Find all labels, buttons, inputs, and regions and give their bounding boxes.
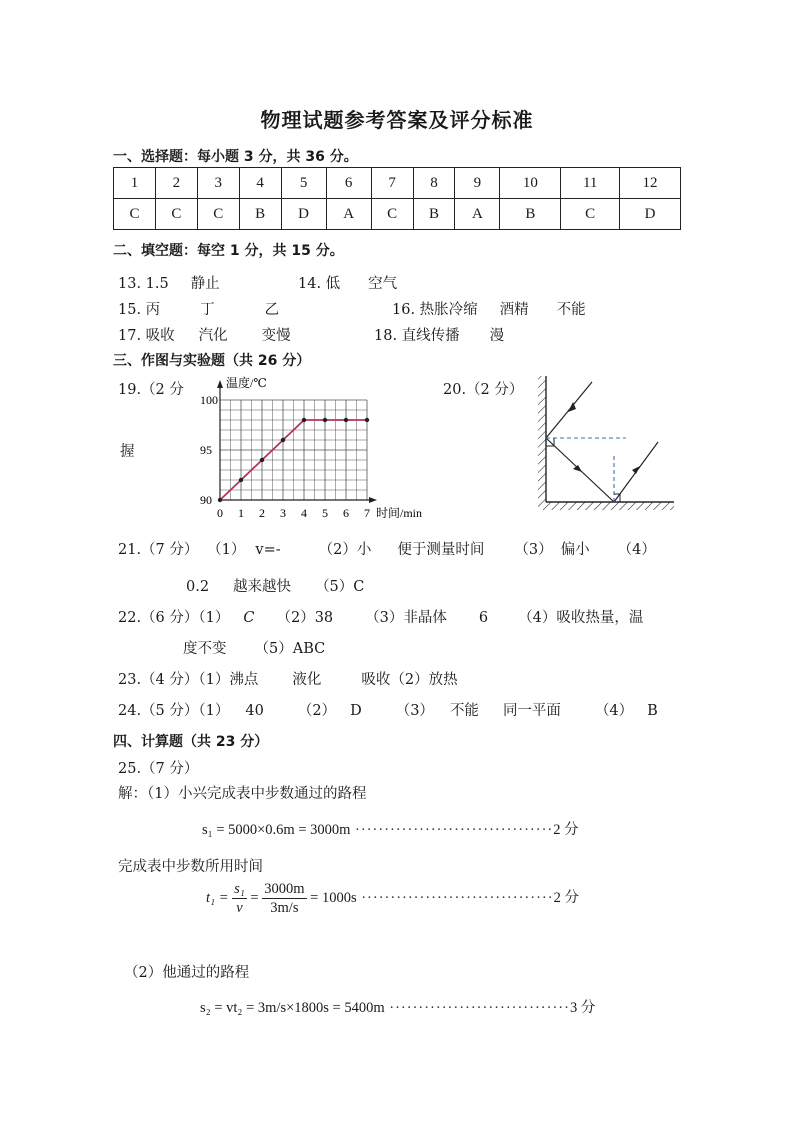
answer-table-number-row xyxy=(114,168,681,199)
vertical-mirror-hatching xyxy=(538,376,546,502)
question-number-cell: 11 xyxy=(561,168,620,199)
answer-cell: B xyxy=(239,199,281,230)
answer-cell: D xyxy=(620,199,681,230)
answer-cell: B xyxy=(413,199,455,230)
q24-answer: 24.（5 分）（1） 40 （2） D （3） 不能 同一平面 （4） B xyxy=(118,703,658,719)
x-tick-label: 1 xyxy=(238,506,244,520)
q19-label: 19.（2 分 xyxy=(118,382,184,398)
section-1-heading: 一、选择题：每小题 3 分，共 36 分。 xyxy=(113,149,358,165)
q21-line2: 0.2 越来越快 （5）C xyxy=(186,579,365,595)
q25-label: 25.（7 分） xyxy=(118,761,199,777)
answer-cell: A xyxy=(455,199,500,230)
x-tick-label: 0 xyxy=(217,506,223,520)
data-point xyxy=(281,438,285,442)
question-number-cell: 10 xyxy=(500,168,561,199)
x-tick-label: 7 xyxy=(364,506,370,520)
data-point xyxy=(239,478,243,482)
y-tick-label: 100 xyxy=(200,393,218,407)
horizontal-mirror-hatching xyxy=(538,502,674,510)
q20-label: 20.（2 分） xyxy=(443,382,524,398)
answer-table-answer-row xyxy=(114,199,681,230)
section-4-heading: 四、计算题（共 23 分） xyxy=(113,734,269,750)
question-number-cell: 9 xyxy=(455,168,500,199)
section-2-heading: 二、填空题：每空 1 分，共 15 分。 xyxy=(113,243,344,259)
q23-answer: 23.（4 分）（1）沸点 液化 吸收（2）放热 xyxy=(118,672,458,688)
data-point xyxy=(344,418,348,422)
data-point xyxy=(218,498,222,502)
q22-line1: 22.（6 分）（1） C （2）38 （3）非晶体 6 （4）吸收热量，温 xyxy=(118,610,644,626)
equation-2: t₁ = $\frac{\text{s₁}}{v}$ = $\frac{3000m}{3m/s}$ = 1000s ·································2 分 xyxy=(206,881,579,916)
question-number-cell: 7 xyxy=(371,168,413,199)
q16-answer: 16. 热胀冷缩 酒精 不能 xyxy=(392,302,586,318)
y-axis-arrow-icon xyxy=(217,380,223,388)
answer-cell: D xyxy=(281,199,326,230)
question-number-cell: 4 xyxy=(239,168,281,199)
page-title: 物理试题参考答案及评分标准 xyxy=(260,108,534,132)
question-number-cell: 12 xyxy=(620,168,681,199)
second-reflected-ray-arrow-icon xyxy=(632,466,640,474)
data-point xyxy=(260,458,264,462)
answer-cell: A xyxy=(326,199,371,230)
answer-table xyxy=(113,167,681,230)
answer-cell: C xyxy=(197,199,239,230)
q21-line1: 21.（7 分） （1） v=- （2）小 便于测量时间 （3） 偏小 （4） xyxy=(118,542,656,558)
q22-line2: 度不变 （5）ABC xyxy=(183,641,326,657)
time-label: 完成表中步数所用时间 xyxy=(118,859,263,875)
x-tick-label: 5 xyxy=(322,506,328,520)
y-tick-label: 90 xyxy=(200,493,212,507)
q25-solution-intro: 解：（1）小兴完成表中步数通过的路程 xyxy=(118,786,367,802)
y-tick-label: 95 xyxy=(200,443,212,457)
temperature-time-chart xyxy=(190,374,440,524)
first-reflected-ray-arrow-icon xyxy=(573,465,582,472)
part-2-label: （2）他通过的路程 xyxy=(124,965,250,981)
x-tick-label: 4 xyxy=(301,506,307,520)
x-axis-label: 时间/min xyxy=(376,506,423,520)
equation-1: s₁ = 5000×0.6m = 3000m ··································2 分 xyxy=(202,822,579,838)
section-3-heading: 三、作图与实验题（共 26 分） xyxy=(113,353,311,369)
y-axis-label: 温度/℃ xyxy=(226,376,267,390)
answer-cell: C xyxy=(561,199,620,230)
answer-cell: C xyxy=(114,199,156,230)
fraction-3000m-over-3ms: $\frac{3000m}{3m/s}$ xyxy=(264,881,305,916)
data-point xyxy=(365,418,369,422)
data-point xyxy=(323,418,327,422)
data-point xyxy=(302,418,306,422)
x-tick-label: 6 xyxy=(343,506,349,520)
x-axis-arrow-icon xyxy=(369,497,377,503)
q18-answer: 18. 直线传播 漫 xyxy=(374,328,505,344)
fraction-s1-over-v: $\frac{\text{s₁}}{v}$ xyxy=(234,881,245,916)
q13-answer: 13. 1.5 静止 xyxy=(118,276,220,292)
reflection-diagram xyxy=(528,372,678,524)
question-number-cell: 6 xyxy=(326,168,371,199)
question-number-cell: 2 xyxy=(155,168,197,199)
question-number-cell: 1 xyxy=(114,168,156,199)
q19-side-text: 握 xyxy=(120,444,135,460)
answer-cell: C xyxy=(155,199,197,230)
q15-answer: 15. 丙 丁 乙 xyxy=(118,302,280,318)
x-tick-label: 2 xyxy=(259,506,265,520)
answer-cell: B xyxy=(500,199,561,230)
equation-3: s₂ = vt₂ = 3m/s×1800s = 5400m ·······························3 分 xyxy=(200,1000,596,1016)
q17-answer: 17. 吸收 汽化 变慢 xyxy=(118,328,291,344)
question-number-cell: 8 xyxy=(413,168,455,199)
chart-grid xyxy=(220,400,367,500)
question-number-cell: 5 xyxy=(281,168,326,199)
question-number-cell: 3 xyxy=(197,168,239,199)
x-tick-label: 3 xyxy=(280,506,286,520)
q14-answer: 14. 低 空气 xyxy=(298,276,398,292)
answer-cell: C xyxy=(371,199,413,230)
